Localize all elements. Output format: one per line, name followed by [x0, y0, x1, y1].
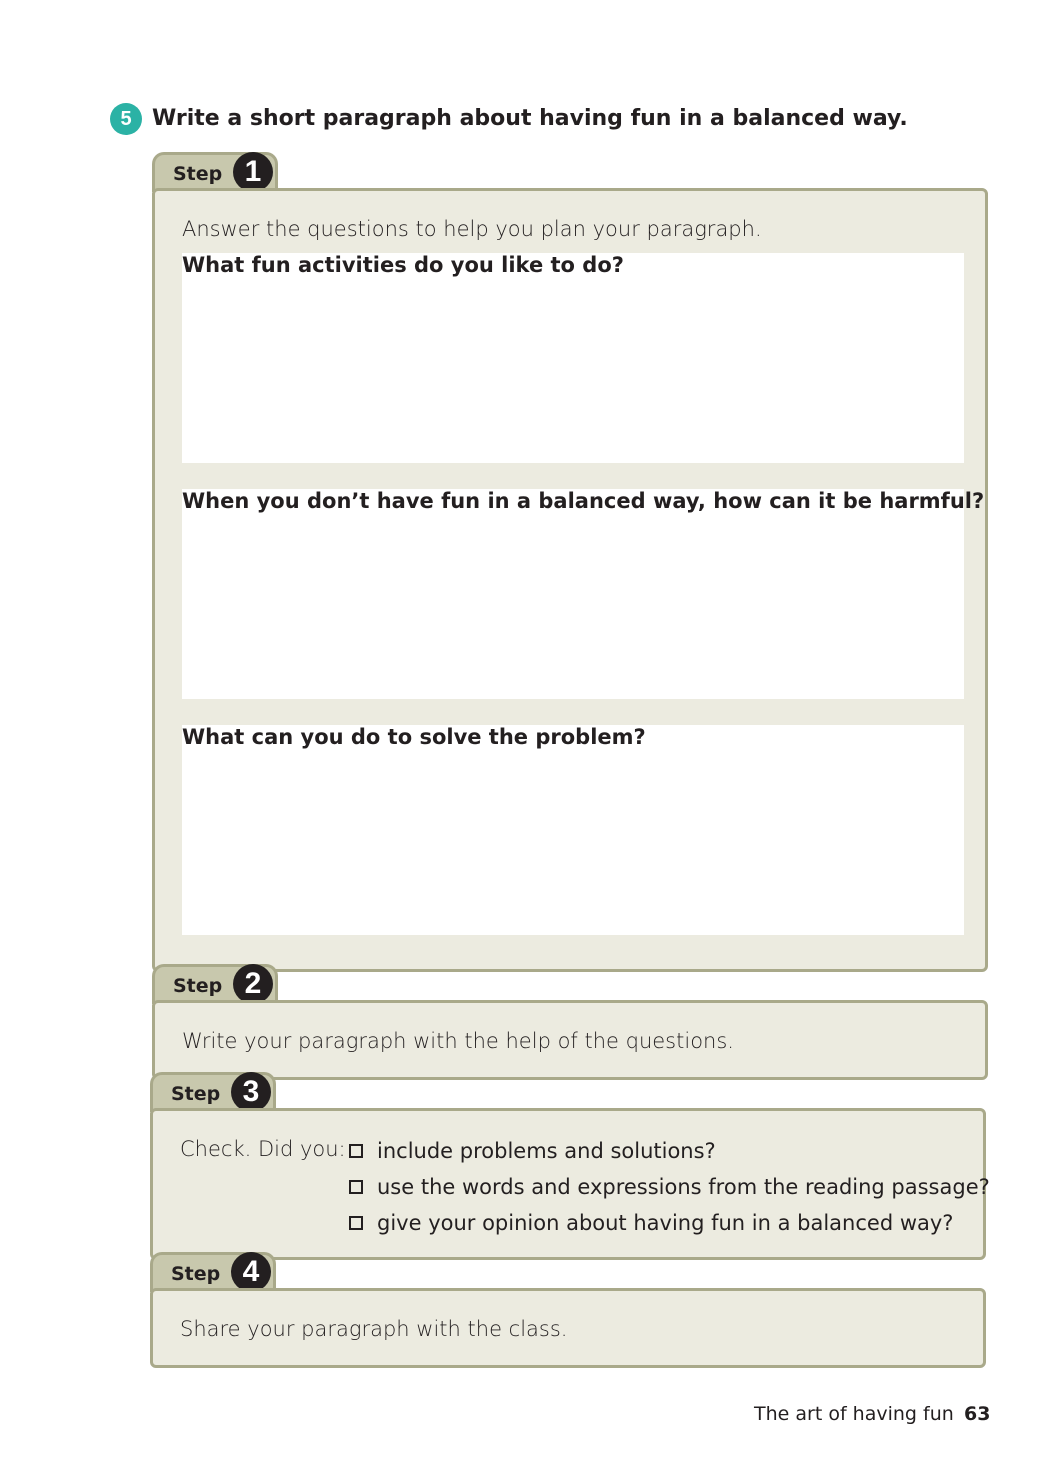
checklist-item-1[interactable] [349, 1139, 716, 1163]
checklist-item-2[interactable] [349, 1175, 990, 1199]
step-3-number: 3 [231, 1072, 271, 1112]
question-1: What fun activities do you like to do? [182, 253, 624, 277]
step-1-tab [152, 152, 278, 192]
checklist-label-2: use the words and expressions from the reading passage? [377, 1175, 990, 1199]
step-1-instruction: Answer the questions to help you plan your paragraph. [182, 217, 762, 241]
step-4-instruction: Share your paragraph with the class. [180, 1317, 568, 1341]
answer-box-3[interactable] [182, 725, 964, 935]
question-2: When you don’t have fun in a balanced way, how can it be harmful? [182, 489, 985, 513]
step-3-label: Step [171, 1083, 221, 1105]
answer-box-1[interactable] [182, 253, 964, 463]
checklist-label-1: include problems and solutions? [377, 1139, 716, 1163]
step-1-number: 1 [233, 152, 273, 192]
step-4-panel [150, 1288, 986, 1368]
step-1-panel [152, 188, 988, 972]
step-2-instruction: Write your paragraph with the help of the questions. [182, 1029, 734, 1053]
step-3-panel [150, 1108, 990, 1260]
step-3-instruction: Check. Did you: [180, 1137, 346, 1161]
step-4-tab [150, 1252, 276, 1292]
question-3: What can you do to solve the problem? [182, 725, 646, 749]
checkbox-1[interactable] [349, 1144, 363, 1158]
step-2-panel [152, 1000, 988, 1080]
checkbox-2[interactable] [349, 1180, 363, 1194]
task-number-badge: 5 [110, 103, 142, 135]
step-3-tab [150, 1072, 276, 1112]
step-1-label: Step [173, 163, 223, 185]
step-2-tab [152, 964, 278, 1004]
step-2-label: Step [173, 975, 223, 997]
checkbox-3[interactable] [349, 1216, 363, 1230]
page-number: 63 [964, 1403, 991, 1425]
footer-title: The art of having fun [754, 1403, 954, 1425]
step-4-number: 4 [231, 1252, 271, 1292]
checklist-item-3[interactable] [349, 1211, 953, 1235]
checklist-label-3: give your opinion about having fun in a balanced way? [377, 1211, 954, 1235]
step-2-number: 2 [233, 964, 273, 1004]
answer-box-2[interactable] [182, 489, 985, 699]
step-4-label: Step [171, 1263, 221, 1285]
task-title: Write a short paragraph about having fun in a balanced way. [152, 106, 908, 131]
